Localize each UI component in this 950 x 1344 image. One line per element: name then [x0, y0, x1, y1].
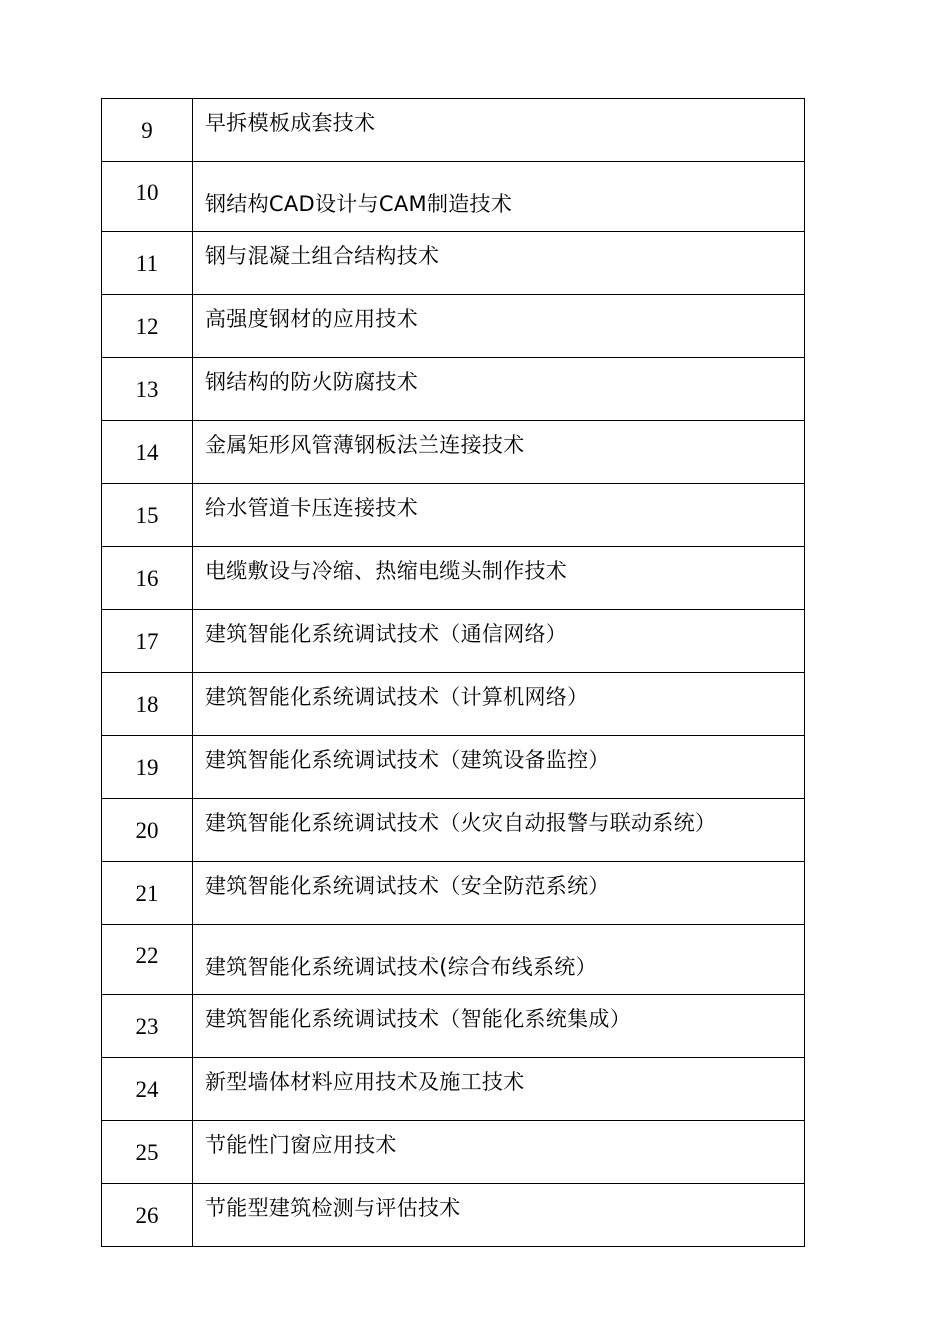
row-number-cell	[102, 1121, 193, 1184]
row-number: 9	[141, 118, 153, 143]
technology-name-cell	[193, 358, 805, 421]
row-number: 20	[135, 818, 159, 843]
technology-name-cell	[193, 799, 805, 862]
table-row	[102, 162, 805, 232]
row-number: 23	[135, 1014, 159, 1039]
technology-name-cell	[193, 484, 805, 547]
table-row	[102, 1121, 805, 1184]
row-number-cell	[102, 995, 193, 1058]
technology-name: 钢与混凝土组合结构技术	[205, 244, 440, 268]
technology-name: 建筑智能化系统调试技术（通信网络）	[205, 622, 568, 646]
technology-list-table	[101, 98, 805, 1247]
row-number: 18	[135, 692, 159, 717]
technology-name-cell	[193, 295, 805, 358]
technology-name-cell	[193, 610, 805, 673]
technology-name-cell	[193, 1121, 805, 1184]
row-number-cell	[102, 1058, 193, 1121]
table-row	[102, 232, 805, 295]
row-number: 15	[135, 503, 159, 528]
row-number: 25	[135, 1140, 159, 1165]
technology-name: 节能性门窗应用技术	[205, 1133, 397, 1157]
row-number-cell	[102, 358, 193, 421]
technology-name: 给水管道卡压连接技术	[205, 496, 418, 520]
row-number-cell	[102, 547, 193, 610]
row-number-cell	[102, 799, 193, 862]
row-number: 10	[135, 180, 159, 205]
row-number-cell	[102, 295, 193, 358]
technology-name: 钢结构CAD设计与CAM制造技术	[205, 192, 513, 216]
table-row	[102, 925, 805, 995]
row-number-cell	[102, 862, 193, 925]
technology-name: 金属矩形风管薄钢板法兰连接技术	[205, 433, 525, 457]
technology-name-cell	[193, 1058, 805, 1121]
row-number-cell	[102, 610, 193, 673]
table-row	[102, 736, 805, 799]
technology-name-cell	[193, 162, 805, 232]
technology-name: 建筑智能化系统调试技术（火灾自动报警与联动系统）	[205, 811, 717, 835]
row-number-cell	[102, 484, 193, 547]
technology-name-cell	[193, 736, 805, 799]
technology-name-cell	[193, 99, 805, 162]
technology-name: 新型墙体材料应用技术及施工技术	[205, 1070, 525, 1094]
row-number: 19	[135, 755, 159, 780]
table-row	[102, 421, 805, 484]
row-number: 14	[135, 440, 159, 465]
row-number-cell	[102, 1184, 193, 1247]
technology-name: 高强度钢材的应用技术	[205, 307, 418, 331]
technology-name: 钢结构的防火防腐技术	[205, 370, 418, 394]
row-number-cell	[102, 736, 193, 799]
technology-name: 建筑智能化系统调试技术(综合布线系统）	[205, 955, 597, 979]
table-row	[102, 610, 805, 673]
technology-name-cell	[193, 232, 805, 295]
technology-name-cell	[193, 1184, 805, 1247]
technology-name: 节能型建筑检测与评估技术	[205, 1196, 461, 1220]
technology-name: 建筑智能化系统调试技术（智能化系统集成）	[205, 1007, 631, 1031]
technology-name-cell	[193, 995, 805, 1058]
row-number: 13	[135, 377, 159, 402]
row-number: 11	[135, 251, 159, 276]
row-number: 17	[135, 629, 159, 654]
row-number-cell	[102, 99, 193, 162]
row-number-cell	[102, 421, 193, 484]
table-row	[102, 862, 805, 925]
table-row	[102, 295, 805, 358]
technology-name-cell	[193, 925, 805, 995]
row-number: 21	[135, 881, 159, 906]
row-number: 24	[135, 1077, 159, 1102]
row-number-cell	[102, 925, 193, 995]
table-row	[102, 547, 805, 610]
table-row	[102, 99, 805, 162]
table-row	[102, 799, 805, 862]
table-row	[102, 1184, 805, 1247]
technology-name: 电缆敷设与冷缩、热缩电缆头制作技术	[205, 559, 568, 583]
technology-name: 建筑智能化系统调试技术（计算机网络）	[205, 685, 589, 709]
table-row	[102, 1058, 805, 1121]
row-number: 12	[135, 314, 159, 339]
row-number: 16	[135, 566, 159, 591]
technology-name: 建筑智能化系统调试技术（安全防范系统）	[205, 874, 610, 898]
table-row	[102, 673, 805, 736]
row-number: 22	[135, 943, 159, 968]
row-number-cell	[102, 162, 193, 232]
technology-name: 建筑智能化系统调试技术（建筑设备监控）	[205, 748, 610, 772]
row-number-cell	[102, 673, 193, 736]
row-number: 26	[135, 1203, 159, 1228]
table-row	[102, 358, 805, 421]
row-number-cell	[102, 232, 193, 295]
table-row	[102, 484, 805, 547]
technology-name: 早拆模板成套技术	[205, 111, 376, 135]
table-row	[102, 995, 805, 1058]
technology-name-cell	[193, 421, 805, 484]
technology-name-cell	[193, 547, 805, 610]
technology-name-cell	[193, 862, 805, 925]
technology-name-cell	[193, 673, 805, 736]
